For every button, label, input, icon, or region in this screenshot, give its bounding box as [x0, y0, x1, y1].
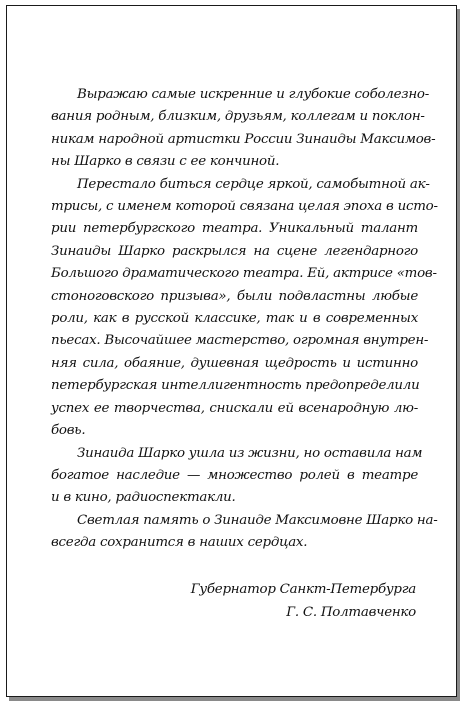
text-line: роли, как в русской классике, так и в современных [51, 311, 418, 327]
text-line: Светлая память о Зинаиде Максимовне Шарко на- [77, 512, 438, 528]
text-line: пьесах. Высочайшее мастерство, огромная внутрен- [51, 333, 429, 349]
text-line: Перестало биться сердце яркой, самобытной ак- [77, 176, 430, 192]
signature-position: Губернатор Санкт-Петербурга [190, 582, 416, 597]
signature-block [191, 578, 416, 624]
text-line: Большого драматического театра. Ей, актрисе «тов- [51, 266, 437, 282]
text-line: всегда сохранится в наших сердцах. [51, 535, 308, 551]
text-line: трисы, с именем которой связана целая эпоха в исто- [51, 199, 438, 215]
text-line: петербургская интеллигентность предопределили [51, 378, 420, 394]
text-line: и в кино, радиоспектакли. [51, 490, 236, 506]
text-line: ны Шарко в связи с ее кончиной. [51, 154, 280, 170]
text-line: стоноговского призыва», были подвластны любые [51, 288, 418, 304]
text-line: Зинаида Шарко ушла из жизни, но оставила нам [77, 445, 423, 461]
text-line: няя сила, обаяние, душевная щедрость и истинно [51, 355, 418, 371]
text-line: бовь. [51, 423, 86, 439]
text-line: Зинаиды Шарко раскрылся на сцене легендарного [51, 243, 418, 259]
text-line: рии петербургского театра. Уникальный талант [51, 221, 418, 237]
document-page [6, 5, 457, 697]
text-line: вания родным, близким, друзьям, коллегам и поклон- [51, 109, 425, 125]
text-line: никам народной артистки России Зинаиды Максимов- [51, 131, 436, 147]
text-line: богатое наследие — множество ролей в театре [51, 467, 418, 483]
condolence-text [51, 84, 438, 555]
signature-name: Г. С. Полтавченко [286, 605, 416, 620]
text-line: Выражаю самые искренние и глубокие соболезно- [77, 87, 429, 102]
text-line: успех ее творчества, снискали ей всенародную лю- [51, 400, 418, 416]
